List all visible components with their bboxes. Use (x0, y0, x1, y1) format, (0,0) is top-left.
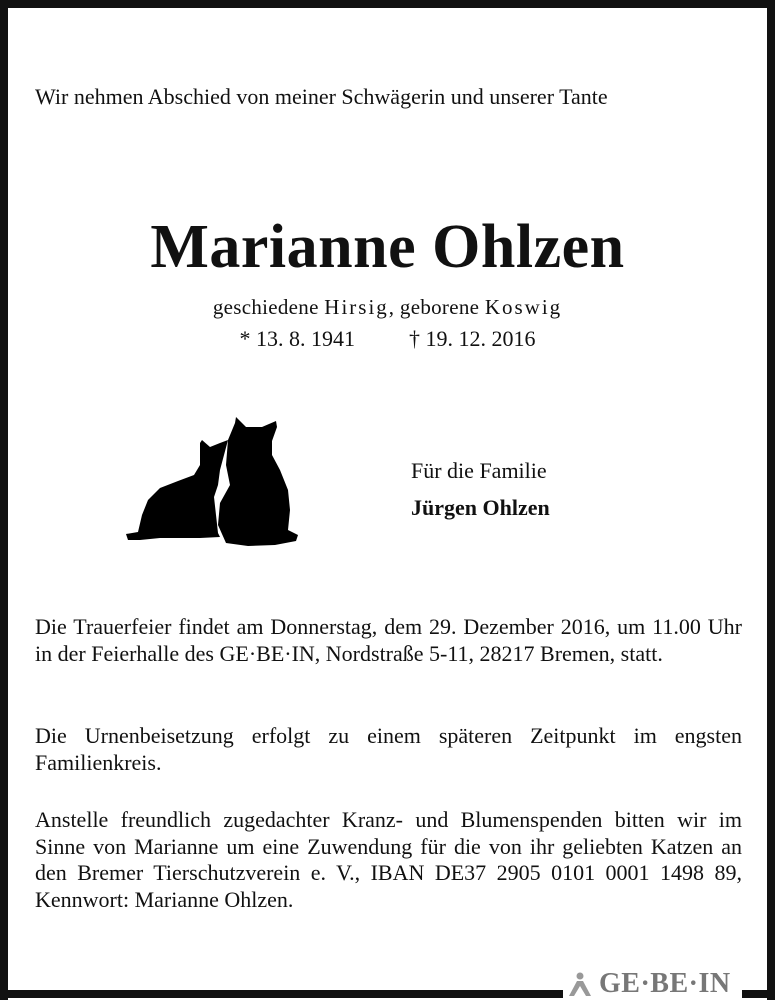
death-date: † 19. 12. 2016 (409, 326, 536, 351)
birth-name: Koswig (484, 295, 563, 319)
funeral-paragraph: Die Trauerfeier findet am Donnerstag, dem 29. Dezember 2016, um 11.00 Uhr in der Feierhalle des GE·BE·IN, Nordstraße 5-11, 28217 Bremen, statt. (35, 614, 742, 666)
family-block (411, 452, 550, 526)
gebein-emblem-icon (567, 971, 593, 997)
family-name-text: Jürgen Ohlzen (411, 495, 550, 520)
logo-text: GE·BE·IN (599, 968, 731, 999)
deceased-name: Marianne Ohlzen (150, 213, 625, 281)
name-history (0, 295, 775, 320)
cats-silhouette-icon (120, 385, 305, 555)
small-cat-icon (126, 440, 228, 540)
life-dates (0, 326, 775, 352)
birth-date: * 13. 8. 1941 (239, 326, 355, 351)
border-bottom-left (0, 990, 566, 998)
former-name: Hirsig (324, 295, 389, 319)
burial-paragraph: Die Urnenbeisetzung erfolgt zu einem späteren Zeitpunkt im engsten Familienkreis. (35, 723, 742, 775)
donation-paragraph: Anstelle freundlich zugedachter Kranz- und Blumenspenden bitten wir im Sinne von Marianne um eine Zuwendung für die von ihr geliebten Katzen an den Bremer Tierschutzverein e. V., IBAN DE37 2905 0101 0001 1498 89, Kennwort: Marianne Ohlzen. (35, 807, 742, 912)
intro-text: Wir nehmen Abschied von meiner Schwägerin und unserer Tante (35, 84, 608, 109)
family-name (411, 489, 550, 526)
family-label: Für die Familie (411, 458, 547, 483)
border-bottom-right (742, 990, 775, 998)
gebein-logo (563, 968, 735, 1000)
subtitle-prefix: geschiedene (212, 295, 319, 319)
large-cat-icon (218, 417, 298, 546)
subtitle-prefix-2: , geborene (388, 295, 480, 319)
